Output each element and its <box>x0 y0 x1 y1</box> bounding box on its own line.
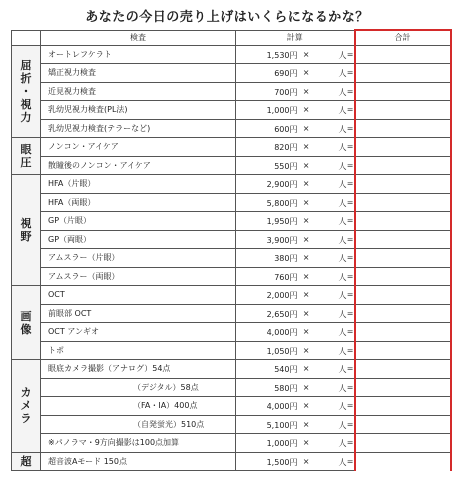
exam-name: オートレフケラト <box>41 45 236 64</box>
calc-cell: 1,000円 × 人 = <box>236 434 355 453</box>
table-row <box>12 397 451 416</box>
calc-cell: 550円 × 人 = <box>236 156 355 175</box>
calc-cell: 1,530円 × 人 = <box>236 45 355 64</box>
table-row <box>12 323 451 342</box>
header-calc: 計算 <box>236 30 355 45</box>
total-input[interactable] <box>355 452 451 471</box>
calc-cell: 5,100円 × 人 = <box>236 415 355 434</box>
total-input[interactable] <box>355 286 451 305</box>
exam-name: アムスラー（両眼） <box>41 267 236 286</box>
sales-table <box>11 29 452 471</box>
total-input[interactable] <box>355 249 451 268</box>
exam-name: OCT <box>41 286 236 305</box>
calc-cell: 580円 × 人 = <box>236 378 355 397</box>
total-input[interactable] <box>355 212 451 231</box>
table-row <box>12 230 451 249</box>
total-input[interactable] <box>355 119 451 138</box>
table-row <box>12 304 451 323</box>
table-row <box>12 360 451 379</box>
table-row <box>12 212 451 231</box>
total-input[interactable] <box>355 323 451 342</box>
total-input[interactable] <box>355 397 451 416</box>
calc-cell: 540円 × 人 = <box>236 360 355 379</box>
table-row <box>12 138 451 157</box>
calc-cell: 1,500円 × 人 = <box>236 452 355 471</box>
calc-cell: 2,000円 × 人 = <box>236 286 355 305</box>
calc-cell: 1,950円 × 人 = <box>236 212 355 231</box>
calc-cell: 600円 × 人 = <box>236 119 355 138</box>
exam-name: 乳幼児視力検査(PL法) <box>41 101 236 120</box>
total-input[interactable] <box>355 101 451 120</box>
table-row <box>12 119 451 138</box>
table-row <box>12 156 451 175</box>
exam-name: GP（両眼） <box>41 230 236 249</box>
header-total: 合計 <box>355 30 451 45</box>
exam-name: 矯正視力検査 <box>41 64 236 83</box>
category-camera: カ メ ラ <box>12 360 41 453</box>
exam-name: （自発蛍光）510点 <box>41 415 236 434</box>
exam-name: ※パノラマ・9方向撮影は100点加算 <box>41 434 236 453</box>
total-input[interactable] <box>355 434 451 453</box>
calc-cell: 2,900円 × 人 = <box>236 175 355 194</box>
table-row <box>12 415 451 434</box>
table-row <box>12 286 451 305</box>
category-iop: 眼 圧 <box>12 138 41 175</box>
category-imaging: 画 像 <box>12 286 41 360</box>
calc-cell: 690円 × 人 = <box>236 64 355 83</box>
category-field: 視 野 <box>12 175 41 286</box>
calc-cell: 3,900円 × 人 = <box>236 230 355 249</box>
header-blank <box>12 30 41 45</box>
total-input[interactable] <box>355 193 451 212</box>
table-row <box>12 64 451 83</box>
calc-cell: 1,000円 × 人 = <box>236 101 355 120</box>
table-row <box>12 101 451 120</box>
calc-cell: 5,800円 × 人 = <box>236 193 355 212</box>
table-row <box>12 82 451 101</box>
category-partial: 超 <box>12 452 41 471</box>
calc-cell: 820円 × 人 = <box>236 138 355 157</box>
table-row <box>12 341 451 360</box>
exam-name: （デジタル）58点 <box>41 378 236 397</box>
price: 1,530円 <box>266 50 298 60</box>
total-input[interactable] <box>355 267 451 286</box>
calc-cell: 760円 × 人 = <box>236 267 355 286</box>
table-header-row <box>12 30 451 45</box>
total-input[interactable] <box>355 156 451 175</box>
exam-name: 眼底カメラ撮影（アナログ）54点 <box>41 360 236 379</box>
total-input[interactable] <box>355 64 451 83</box>
total-input[interactable] <box>355 138 451 157</box>
exam-name: GP（片眼） <box>41 212 236 231</box>
exam-name: （FA・IA）400点 <box>41 397 236 416</box>
table-row <box>12 45 451 64</box>
exam-name: HFA（片眼） <box>41 175 236 194</box>
calc-cell: 700円 × 人 = <box>236 82 355 101</box>
exam-name: ノンコン・アイケア <box>41 138 236 157</box>
total-input[interactable] <box>355 45 451 64</box>
calc-cell: 4,000円 × 人 = <box>236 323 355 342</box>
total-input[interactable] <box>355 82 451 101</box>
total-input[interactable] <box>355 360 451 379</box>
page-title: あなたの今日の売り上げはいくらになるかな？ <box>85 10 369 25</box>
table-row <box>12 193 451 212</box>
table-row <box>12 452 451 471</box>
calc-cell: 2,650円 × 人 = <box>236 304 355 323</box>
category-refraction: 屈 折 ・ 視 力 <box>12 45 41 138</box>
exam-name: OCT アンギオ <box>41 323 236 342</box>
exam-name: 前眼部 OCT <box>41 304 236 323</box>
exam-name: 散瞳後のノンコン・アイケア <box>41 156 236 175</box>
table-row <box>12 175 451 194</box>
exam-name: HFA（両眼） <box>41 193 236 212</box>
exam-name: 乳幼児視力検査(テラーなど) <box>41 119 236 138</box>
exam-name: 超音波Aモード 150点 <box>41 452 236 471</box>
calc-cell: 4,000円 × 人 = <box>236 397 355 416</box>
header-exam: 検査 <box>41 30 236 45</box>
exam-name: アムスラー（片眼） <box>41 249 236 268</box>
table-row <box>12 378 451 397</box>
exam-name: トポ <box>41 341 236 360</box>
calc-cell: 380円 × 人 = <box>236 249 355 268</box>
total-input[interactable] <box>355 415 451 434</box>
total-input[interactable] <box>355 304 451 323</box>
total-input[interactable] <box>355 230 451 249</box>
table-row <box>12 249 451 268</box>
total-input[interactable] <box>355 341 451 360</box>
total-input[interactable] <box>355 175 451 194</box>
table-row <box>12 267 451 286</box>
exam-name: 近見視力検査 <box>41 82 236 101</box>
calc-cell: 1,050円 × 人 = <box>236 341 355 360</box>
total-input[interactable] <box>355 378 451 397</box>
table-row <box>12 434 451 453</box>
